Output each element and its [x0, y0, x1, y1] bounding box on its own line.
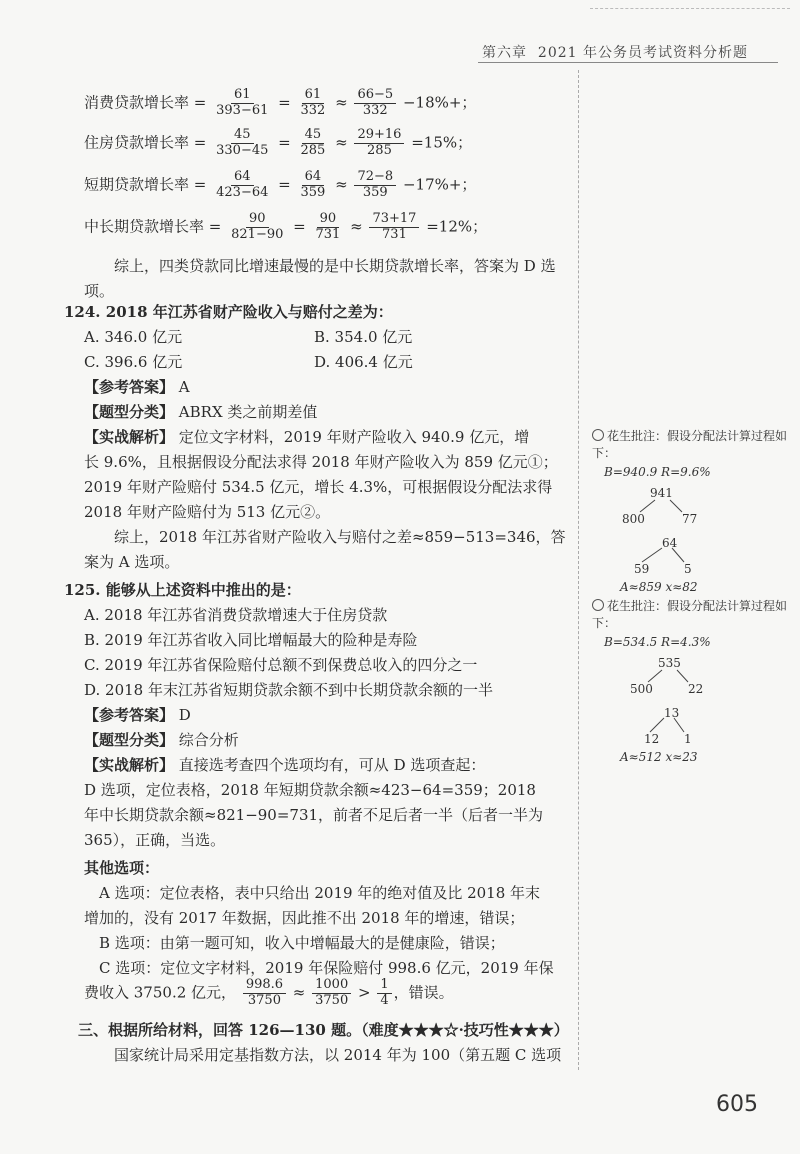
summary-line: 综上，2018 年江苏省财产险收入与赔付之差≈859−513=346，答	[114, 528, 566, 546]
summary-line: 案为 A 选项。	[84, 553, 180, 571]
note-icon	[592, 429, 604, 441]
type-row: 【题型分类】 综合分析	[84, 731, 239, 749]
option-a: A. 2018 年江苏省消费贷款增速大于住房贷款	[84, 606, 388, 624]
analysis-line: C 选项：定位文字材料，2019 年保险赔付 998.6 亿元，2019 年保	[99, 959, 554, 977]
analysis-line: 增加的，没有 2017 年数据，因此推不出 2018 年的增速，错误；	[84, 909, 525, 927]
split-tree-1	[600, 486, 740, 596]
running-header	[482, 42, 748, 62]
option-b: B. 354.0 亿元	[314, 328, 413, 346]
header-dashed-rule	[590, 8, 790, 9]
tree-node: 800	[622, 512, 645, 526]
analysis-line: B 选项：由第一题可知，收入中增幅最大的是健康险，错误；	[99, 934, 505, 952]
fraction: $\frac{1}{4}$	[377, 978, 391, 1009]
answer-row: 【参考答案】 D	[84, 706, 191, 724]
tree-node: 500	[630, 682, 653, 696]
analysis-line: 2019 年财产险赔付 534.5 亿元，增长 4.3%，可根据假设分配法求得	[84, 478, 553, 496]
analysis-line: D 选项，定位表格，2018 年短期贷款余额≈423−64=359；2018	[84, 781, 536, 799]
book-title: 2021 年公务员考试资料分析题	[537, 45, 748, 61]
other-options-title: 其他选项：	[84, 859, 160, 877]
calc-row: 消费贷款增长率 = $\frac{61}{393-61}$ = $\frac{61}{332}$ ≈ $\frac{66-5}{332}$ −18%+；	[84, 87, 477, 118]
tree-node: 64	[662, 536, 678, 550]
fraction: $\frac{1000}{3750}$	[312, 978, 351, 1009]
chapter-label: 第六章	[482, 45, 527, 61]
tree-node: 13	[664, 706, 680, 720]
answer-row: 【参考答案】 A	[84, 378, 190, 396]
section-intro-line: 国家统计局采用定基指数方法，以 2014 年为 100（第五题 C 选项	[114, 1046, 562, 1064]
calc-row: 住房贷款增长率 = $\frac{45}{330-45}$ = $\frac{45}{285}$ ≈ $\frac{29+16}{285}$ =15%；	[84, 127, 473, 158]
fraction: $\frac{61}{332}$	[300, 87, 326, 118]
question-124-title: 124. 2018 年江苏省财产险收入与赔付之差为：	[64, 303, 393, 321]
type-row: 【题型分类】 ABRX 类之前期差值	[84, 403, 318, 421]
calc-row: 费收入 3750.2 亿元， $\frac{998.6}{3750}$ ≈ $\frac{1000}{3750}$ > $\frac{1}{4}$ ，错误。	[84, 977, 454, 1008]
margin-note-2	[592, 598, 792, 650]
question-124-options	[84, 350, 544, 375]
note-params: B=534.5 R=4.3%	[604, 634, 711, 649]
fraction: $\frac{998.6}{3750}$	[243, 978, 286, 1009]
option-d: D. 2018 年末江苏省短期贷款余额不到中长期贷款余额的一半	[84, 681, 493, 699]
analysis-line: 年中长期贷款余额≈821−90=731，前者不足后者一半（后者一半为	[84, 806, 544, 824]
conclusion-text: 综上，四类贷款同比增速最慢的是中长期贷款增长率，答案为 D 选项。	[84, 257, 556, 300]
analysis-line: A 选项：定位表格，表中只给出 2019 年的绝对值及比 2018 年末	[99, 884, 541, 902]
analysis-row: 【实战解析】 直接选考查四个选项均有，可从 D 选项查起：	[84, 756, 486, 774]
calc-row: 中长期贷款增长率 = $\frac{90}{821-90}$ = $\frac{90}{731}$ ≈ $\frac{73+17}{731}$ =12%；	[84, 211, 488, 242]
calc-row: 短期贷款增长率 = $\frac{64}{423-64}$ = $\frac{64}{359}$ ≈ $\frac{72-8}{359}$ −17%+；	[84, 169, 477, 200]
tree-result: A≈512 x≈23	[620, 750, 698, 764]
note-icon	[592, 599, 604, 611]
analysis-line: 365），正确，当选。	[84, 831, 226, 849]
option-d: D. 406.4 亿元	[314, 353, 413, 371]
answer-value: D	[178, 706, 191, 724]
page-number: 605	[716, 1092, 758, 1117]
section-title: 三、根据所给材料，回答 126—130 题。（难度★★★☆·技巧性★★★）	[78, 1021, 569, 1039]
analysis-line: 长 9.6%，且根据假设分配法求得 2018 年财产险收入为 859 亿元①；	[84, 453, 558, 471]
analysis-row: 【实战解析】 定位文字材料，2019 年财产险收入 940.9 亿元，增	[84, 428, 530, 446]
option-c: C. 2019 年江苏省保险赔付总额不到保费总收入的四分之一	[84, 656, 478, 674]
question-124-options	[84, 325, 544, 350]
analysis-line: 2018 年财产险赔付为 513 亿元②。	[84, 503, 331, 521]
header-rule	[478, 62, 778, 63]
tree-node: 535	[658, 656, 681, 670]
tree-result: A≈859 x≈82	[620, 580, 698, 594]
tree-node: 941	[650, 486, 673, 500]
note-title: 花生批注：假设分配法计算过程如下：	[592, 599, 788, 630]
option-b: B. 2019 年江苏省收入同比增幅最大的险种是寿险	[84, 631, 418, 649]
note-params: B=940.9 R=9.6%	[604, 464, 711, 479]
option-c: C. 396.6 亿元	[84, 353, 183, 371]
main-content	[64, 87, 584, 1068]
tree-node: 77	[682, 512, 698, 526]
tree-node: 5	[684, 562, 692, 576]
answer-value: A	[178, 378, 190, 396]
tree-node: 1	[684, 732, 692, 746]
fraction: $\frac{61}{393-61}$	[216, 87, 269, 118]
tree-node: 59	[634, 562, 650, 576]
tree-node: 22	[688, 682, 704, 696]
note-title: 花生批注：假设分配法计算过程如下：	[592, 429, 788, 460]
tree-node: 12	[644, 732, 660, 746]
margin-note-1	[592, 428, 792, 480]
question-125-title: 125. 能够从上述资料中推出的是：	[64, 581, 301, 599]
fraction: $\frac{66-5}{332}$	[354, 88, 396, 119]
split-tree-2	[612, 656, 752, 766]
option-a: A. 346.0 亿元	[84, 328, 183, 346]
